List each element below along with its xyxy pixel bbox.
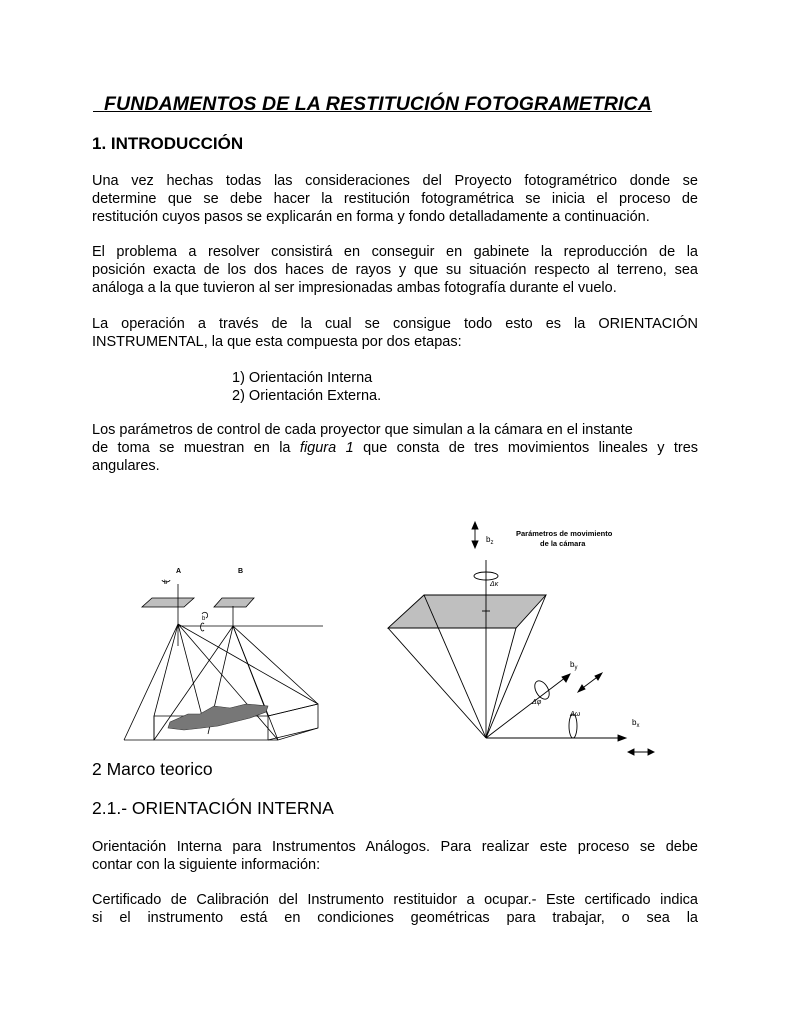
photo-plane-b [214, 598, 254, 607]
svg-text:b: b [202, 616, 206, 622]
svg-text:Δφ: Δφ [532, 699, 542, 706]
camera-image-plane [388, 595, 546, 628]
photo-plane-a [142, 598, 194, 607]
svg-text:bx: $b_x$ [632, 718, 640, 729]
list-item: 2) Orientación Externa. [232, 388, 382, 405]
svg-text:de la cámara: de la cámara [540, 539, 586, 548]
paragraph-intro-1: Una vez hechas todas las consideraciones del Proyecto fotogramétrico donde se determine que se debe hacer la restitución fotogramétrica se inicia el proceso de restitución cuyos pasos se explicarán en forma y fondo detalladamente a continuación. [92, 173, 698, 226]
svg-text:Δω: Δω [570, 711, 581, 718]
document-title: FUNDAMENTOS DE LA RESTITUCIÓN FOTOGRAMETRICA [104, 93, 652, 115]
svg-text:Parámetros de movimiento: Parámetros de movimiento [516, 529, 613, 538]
stereo-projection-diagram [118, 556, 328, 748]
paragraph-intro-2: El problema a resolver consistirá en conseguir en gabinete la reproducción de la posición exacta de los dos haces de rayos y que su situación respecto al terreno, sea análoga a la que tuvieron al ser impresionadas ambas fotografía durante el vuelo. [92, 244, 698, 297]
camera-parameters-diagram [386, 520, 661, 772]
section-heading-marco-teorico: 2 Marco teorico [92, 759, 213, 779]
terrain-patch [168, 704, 268, 730]
paragraph-orientacion-1: Orientación Interna para Instrumentos Análogos. Para realizar este proceso se debe contar con la siguiente información: [92, 839, 698, 874]
paragraph-orientacion-2: Certificado de Calibración del Instrumento restituidor a ocupar.- Este certificado indica si el instrumento está en condiciones geométricas para trabajar, o sea la [92, 892, 698, 927]
svg-text:bz: $b_z$ [486, 535, 494, 546]
subsection-heading-orientacion-interna: 2.1.- ORIENTACIÓN INTERNA [92, 798, 334, 818]
list-item: 1) Orientación Interna [232, 370, 373, 386]
svg-text:Δκ: Δκ [490, 581, 499, 588]
orientation-steps-list [232, 369, 381, 405]
section-heading-introduccion: 1. INTRODUCCIÓN [92, 134, 244, 153]
svg-text:B: B [238, 568, 244, 575]
figure-reference: figura 1 [299, 440, 354, 457]
svg-text:b: b [164, 580, 168, 586]
paragraph-intro-3: La operación a través de la cual se consigue todo esto es la ORIENTACIÓN INSTRUMENTAL, la que esta compuesta por dos etapas: [92, 316, 698, 351]
svg-text:A: A [176, 568, 182, 575]
paragraph-intro-4: Los parámetros de control de cada proyector que simulan a la cámara en el instante de toma se muestran en la figura 1 que consta de tres movimientos lineales y tres angulares. [92, 422, 699, 475]
svg-text:by: $b_y$ [570, 660, 578, 671]
